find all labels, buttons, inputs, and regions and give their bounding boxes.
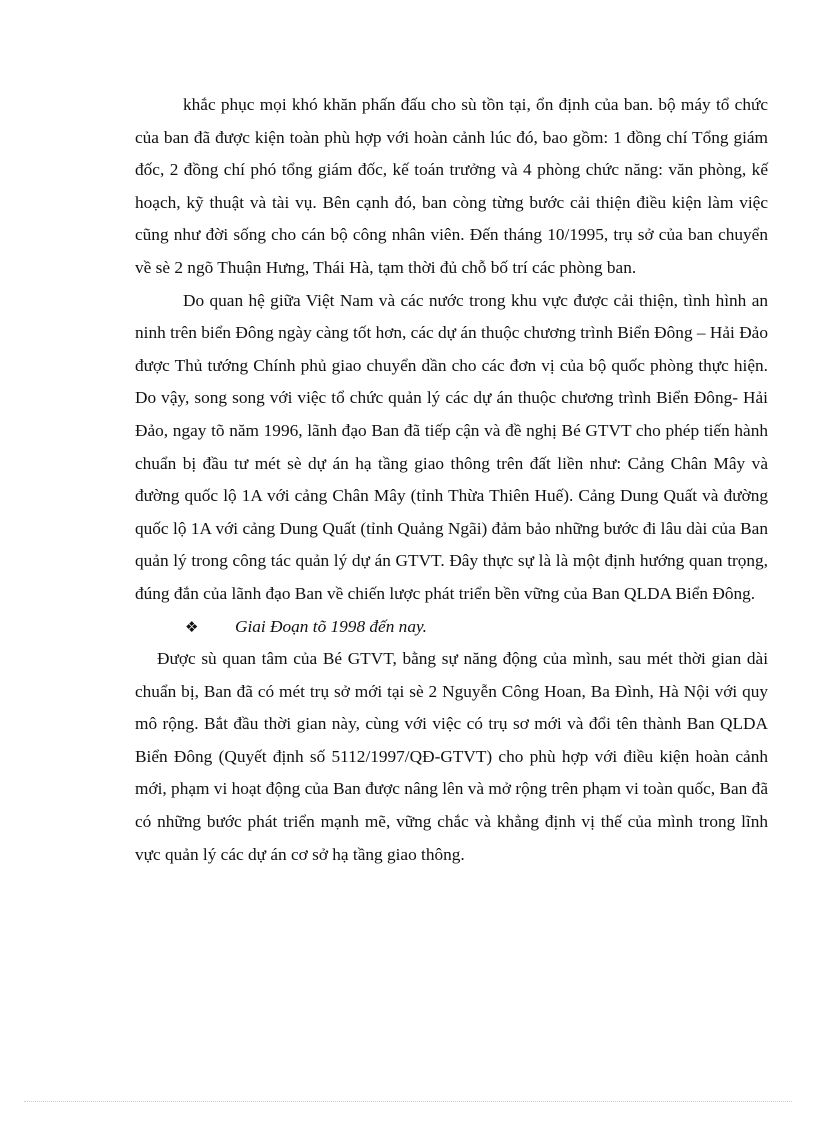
paragraph-program-transfer: Do quan hệ giữa Việt Nam và các nước trong khu vực được cải thiện, tình hình an ninh trên biển Đông ngày càng tốt hơn, các dự án thuộc chương trình Biển Đông – Hải Đảo được Thủ tướng Chính phủ giao chuyển dần cho các đơn vị của bộ quốc phòng thực hiện. Do vậy, song song với việc tổ chức quản lý các dự án thuộc chương trình Biển Đông- Hải Đảo, ngay tõ năm 1996, lãnh đạo Ban đã tiếp cận và đề nghị Bé GTVT cho phép tiến hành chuẩn bị đầu tư mét sè dự án hạ tầng giao thông trên đất liền như: Cảng Chân Mây và đường quốc lộ 1A với cảng Chân Mây (tỉnh Thừa Thiên Huế). Cảng Dung Quất và đường quốc lộ 1A với cảng Dung Quất (tỉnh Quảng Ngãi) đảm bảo những bước đi lâu dài của Ban quản lý trong công tác quản lý dự án GTVT. Đây thực sự là là một định hướng quan trọng, đúng đắn của lãnh đạo Ban về chiến lược phát triển bền vững của Ban QLDA Biển Đông. <box>135 290 768 603</box>
document-body <box>135 89 768 871</box>
section-heading-line <box>135 611 768 644</box>
paragraph-new-headquarters: Được sù quan tâm của Bé GTVT, bằng sự năng động của mình, sau mét thời gian dài chuẩn bị, Ban đã có mét trụ sở mới tại sè 2 Nguyễn Công Hoan, Ba Đình, Hà Nội với quy mô rộng. Bắt đầu thời gian này, cùng với việc có trụ sơ mới và đổi tên thành Ban QLDA Biển Đông (Quyết định số 5112/1997/QĐ-GTVT) cho phù hợp với điều kiện hoàn cảnh mới, phạm vi hoạt động của Ban được nâng lên và mở rộng trên phạm vi toàn quốc, Ban đã có những bước phát triển mạnh mẽ, vững chắc và khẳng định vị thế của mình trong lĩnh vực quản lý các dự án cơ sở hạ tầng giao thông. <box>135 649 768 864</box>
page-footer-divider <box>24 1101 792 1102</box>
section-heading: Giai Đoạn tõ 1998 đến nay. <box>235 616 428 636</box>
diamond-bullet-icon: ❖ <box>185 617 199 636</box>
paragraph-organization: khắc phục mọi khó khăn phấn đấu cho sù tồn tại, ổn định của ban. bộ máy tổ chức của ban đã được kiện toàn phù hợp với hoàn cảnh lúc đó, bao gồm: 1 đồng chí Tổng giám đốc, 2 đồng chí phó tổng giám đốc, kế toán trưởng và 4 phòng chức năng: văn phòng, kế hoạch, kỹ thuật và tài vụ. Bên cạnh đó, ban còng từng bước cải thiện điều kiện làm việc cũng như đời sống cho cán bộ công nhân viên. Đến tháng 10/1995, trụ sở của ban chuyển về sè 2 ngõ Thuận Hưng, Thái Hà, tạm thời đủ chỗ bố trí các phòng ban. <box>135 95 768 277</box>
